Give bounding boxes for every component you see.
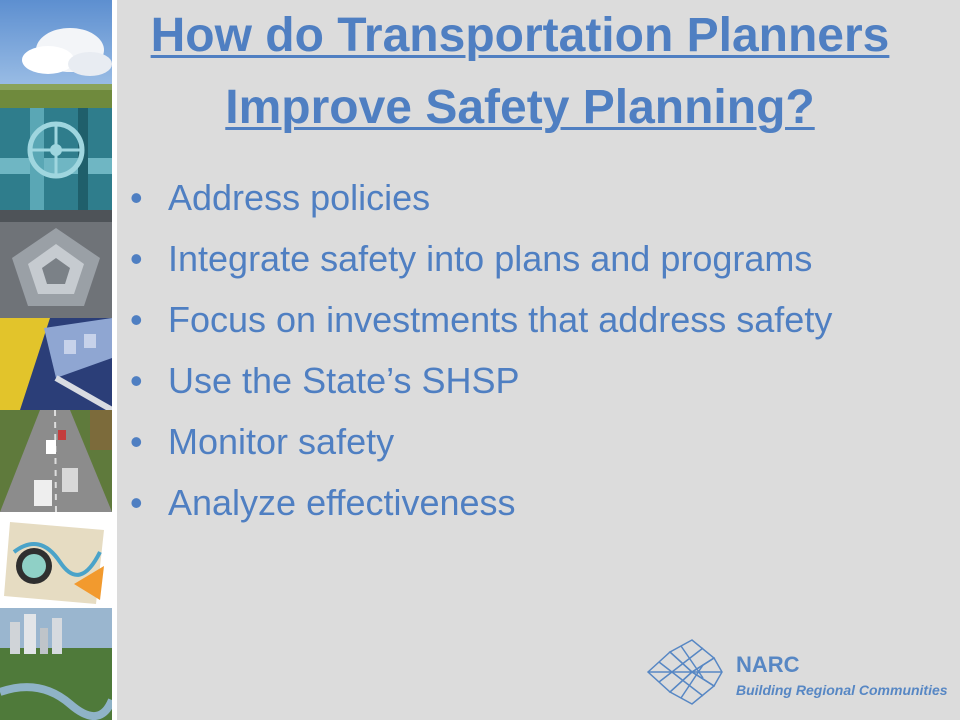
logo-name: NARC xyxy=(736,652,800,677)
clouds-landscape-photo xyxy=(0,0,112,108)
logo-tagline: Building Regional Communities xyxy=(736,682,948,698)
bullet-item xyxy=(130,420,850,464)
bullet-marker: • xyxy=(130,482,143,523)
bullet-marker: • xyxy=(130,177,143,218)
bullet-text: Monitor safety xyxy=(168,421,395,462)
narc-logo xyxy=(640,638,950,708)
pipeline-valves-photo xyxy=(0,108,112,210)
map-compass-photo xyxy=(0,512,112,608)
bullet-text: Analyze effectiveness xyxy=(168,482,516,523)
bullet-text: Focus on investments that address safety xyxy=(168,299,833,340)
bullet-list xyxy=(130,176,850,542)
bullet-item xyxy=(130,481,850,525)
pentagon-aerial-photo xyxy=(0,210,112,318)
bullet-text: Address policies xyxy=(168,177,431,218)
slide-title: How do Transportation Planners Improve Safety Planning? xyxy=(150,9,890,134)
bullet-marker: • xyxy=(130,421,143,462)
bullet-item xyxy=(130,298,850,342)
bullet-marker: • xyxy=(130,360,143,401)
city-river-aerial-photo xyxy=(0,608,112,720)
bullet-item xyxy=(130,359,850,403)
bullet-item xyxy=(130,176,850,220)
bullet-text: Integrate safety into plans and programs xyxy=(168,238,813,279)
highway-traffic-photo xyxy=(0,410,112,512)
bullet-item xyxy=(130,237,850,281)
bullet-marker: • xyxy=(130,238,143,279)
photo-strip xyxy=(0,0,117,720)
bullet-text: Use the State’s SHSP xyxy=(168,360,520,401)
rail-car-photo xyxy=(0,318,112,410)
narc-lattice-logo-icon xyxy=(640,638,724,708)
bullet-marker: • xyxy=(130,299,143,340)
